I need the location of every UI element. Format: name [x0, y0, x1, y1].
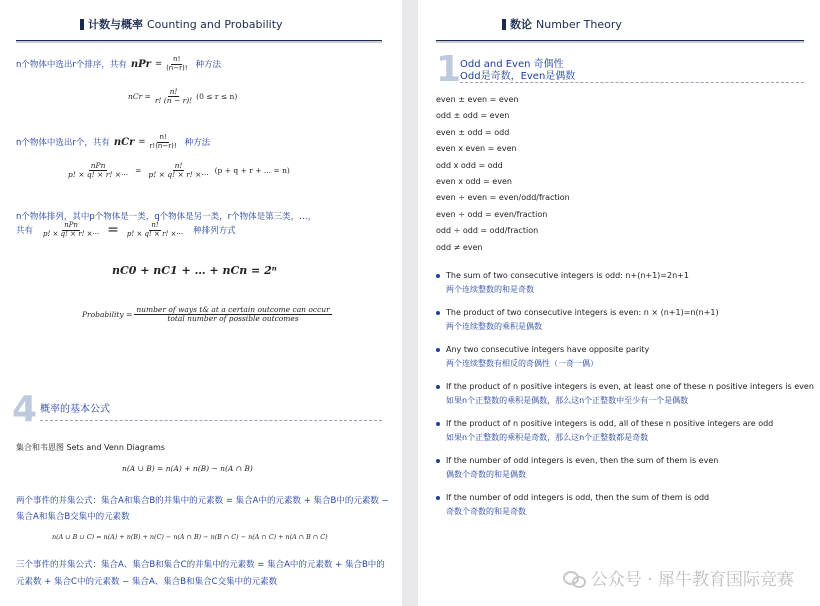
group-fraction-2: $\frac{n!}{p! \times q! \times r! \times\cdot\cdot\cdot}$: [126, 221, 184, 238]
comb-text-b: 种方法: [184, 138, 211, 149]
watermark-text: 公众号 · 犀牛教育国际竞赛: [590, 570, 794, 590]
left-header: [80, 16, 283, 32]
parity-fact: [436, 382, 816, 406]
venn-desc-2: 集合A和集合B交集中的元素数: [16, 512, 130, 522]
comb-formula-lhs: nCr =: [128, 92, 151, 102]
parity-rule: even x even = even: [436, 144, 517, 154]
perm-text-a: n个物体中选出r个排序，共有: [16, 60, 127, 71]
comb-text-a: n个物体中选出r个，共有: [16, 138, 110, 149]
comb-formula-fraction: $\frac{n!}{r! (n - r)!}$: [154, 87, 193, 106]
watermark: [563, 565, 794, 590]
parity-rule: odd ÷ odd = odd/fraction: [436, 226, 539, 236]
venn3-formula: n(A ∪ B ∪ C) = n(A) + n(B) + n(C) − n(A ∩ B) − n(B ∩ C) − n(A ∩ C) + n(A ∩ B ∩ C): [52, 533, 328, 541]
venn3-desc-2: 元素数 + 集合C中的元素数 − 集合A、集合B和集合C交集中的元素数: [16, 577, 278, 587]
parity-rule: even ÷ even = even/odd/fraction: [436, 193, 570, 203]
comb-symbol: nCr: [113, 136, 135, 148]
perm-line: n个物体中选出r个排序，共有 nPr = $\frac{n!}{(n-r)!}$ 种方法: [16, 55, 222, 72]
left-header-cn: 计数与概率: [88, 18, 143, 31]
group-text: n个物体排列，其中p个物体是一类，q个物体是另一类，r个物体是第三类，…，: [16, 212, 317, 222]
parity-fact-en: The sum of two consecutive integers is odd: n+(n+1)=2n+1: [436, 271, 816, 280]
group-text-a: 共有: [16, 226, 34, 237]
group-fraction-1: $\frac{\text{nPn}}{p! \times q! \times r! \times\cdot\cdot\cdot}$: [43, 221, 100, 238]
probability-formula: [82, 306, 334, 324]
parity-rule: even x odd = even: [436, 177, 512, 186]
parity-fact-en: If the product of n positive integers is odd, all of these n positive integers are odd: [436, 419, 816, 428]
comb-formula: [128, 88, 237, 106]
binomial-sum: nC0 + nC1 + … + nCn = 2ⁿ: [112, 264, 277, 277]
comb-fraction: $\frac{n!}{r!(n-r)!}$: [149, 133, 177, 150]
perm-fraction: $\frac{n!}{(n-r)!}$: [166, 55, 188, 72]
parity-fact-en: If the number of odd integers is even, then the sum of them is even: [436, 456, 816, 465]
right-page: [418, 0, 820, 606]
comb-line: n个物体中选出r个，共有 nCr = $\frac{n!}{r!(n-r)!}$ 种方法: [16, 133, 211, 150]
venn-desc-1: 两个事件的并集公式：集合A和集合B的并集中的元素数 = 集合A中的元素数 + 集合B中的元素数 −: [16, 496, 389, 506]
parity-fact-en: If the number of odd integers is odd, then the sum of them is odd: [436, 493, 816, 502]
perm-symbol: nPr: [130, 58, 151, 70]
perm-text-b: 种方法: [195, 60, 222, 71]
left-header-en: Counting and Probability: [147, 17, 283, 31]
section-1-number: 1: [436, 49, 462, 90]
right-header-cn: 数论: [510, 18, 532, 31]
comb-formula-cond: (0 ≤ r ≤ n): [196, 92, 238, 102]
left-header-rule: [16, 40, 382, 43]
parity-rule: odd ≠ even: [436, 242, 483, 252]
right-header: [502, 16, 622, 32]
section-1-title-en: Odd and Even 奇偶性: [460, 59, 564, 70]
multiset-fraction-2: $\frac{n!}{p! \times q! \times r! \times\cdot\cdot\cdot}$: [148, 161, 209, 180]
parity-fact-cn: 如果n个正整数的乘积是奇数，那么这n个正整数都是奇数: [446, 433, 649, 442]
venn3-desc-1: 三个事件的并集公式：集合A、集合B和集合C的并集中的元素数 = 集合A中的元素数 + 集合B中的: [16, 560, 385, 570]
section-4-title: 概率的基本公式: [40, 404, 110, 415]
parity-fact: [436, 345, 816, 369]
parity-fact: [436, 419, 816, 443]
right-header-en: Number Theory: [536, 17, 622, 31]
header-bar-icon: [502, 19, 506, 30]
multiset-fraction-1: $\frac{\text{nPn}}{p! \times q! \times r! \times\cdot\cdot\cdot}$: [68, 161, 129, 180]
parity-fact-en: If the product of n positive integers is even, at least one of these n positive integers is even: [436, 382, 816, 391]
group-text-b: 种排列方式: [193, 226, 236, 237]
parity-fact: [436, 456, 816, 480]
parity-fact: [436, 493, 816, 517]
multiset-formula: $\frac{\text{nPn}}{p! \times q! \times r! \times\cdot\cdot\cdot}$ = $\frac{n!}{p! \times q! \times r! \times\cdot\cdot\cdot}$ (p + q + r + ... = n): [68, 161, 290, 180]
parity-rule: odd x odd = odd: [436, 160, 503, 170]
parity-fact-cn: 奇数个奇数的和是奇数: [446, 507, 526, 516]
group-line: 共有 $\frac{\text{nPn}}{p! \times q! \times r! \times\cdot\cdot\cdot}$ = $\frac{n!}{p! \times q! \times r! \times\cdot\cdot\cdot}$ 种排列方式: [16, 221, 236, 239]
parity-fact-cn: 偶数个奇数的和是偶数: [446, 470, 526, 479]
right-header-rule: [436, 40, 804, 43]
parity-fact-cn: 两个连续整数的乘积是偶数: [446, 322, 542, 331]
parity-rule: odd ± odd = even: [436, 111, 510, 121]
venn-title: 集合和韦恩图 Sets and Venn Diagrams: [16, 443, 165, 452]
parity-fact-cn: 如果n个正整数的乘积是偶数，那么这n个正整数中至少有一个是偶数: [446, 396, 689, 405]
wechat-icon: [563, 569, 585, 587]
section-4-divider: [40, 420, 382, 421]
parity-fact-cn: 两个连续整数的和是奇数: [446, 285, 534, 294]
venn-formula: n(A ∪ B) = n(A) + n(B) − n(A ∩ B): [122, 464, 253, 473]
probability-lhs: Probability =: [82, 310, 133, 320]
probability-fraction: $\frac{\text{number of ways t\& at a certain outcome can occur}}{\text{total number of possible outcomes}}$: [136, 305, 330, 324]
header-bar-icon: [80, 19, 84, 30]
parity-fact: [436, 271, 816, 295]
section-1-divider: [460, 82, 804, 83]
parity-rule: even ± even = even: [436, 95, 519, 104]
parity-fact-cn: 两个连续整数有相反的奇偶性（一奇一偶）: [446, 359, 598, 368]
parity-fact-en: Any two consecutive integers have opposite parity: [436, 345, 816, 354]
parity-rule: even ± odd = odd: [436, 127, 510, 137]
parity-rule: even ÷ odd = even/fraction: [436, 209, 548, 219]
left-page: [0, 0, 402, 606]
parity-fact-en: The product of two consecutive integers is even: n × (n+1)=n(n+1): [436, 308, 816, 317]
section-4-number: 4: [12, 389, 38, 430]
parity-fact: [436, 308, 816, 332]
section-1-title-cn: Odd是奇数，Even是偶数: [460, 71, 576, 82]
multiset-cond: (p + q + r + ... = n): [214, 166, 290, 176]
